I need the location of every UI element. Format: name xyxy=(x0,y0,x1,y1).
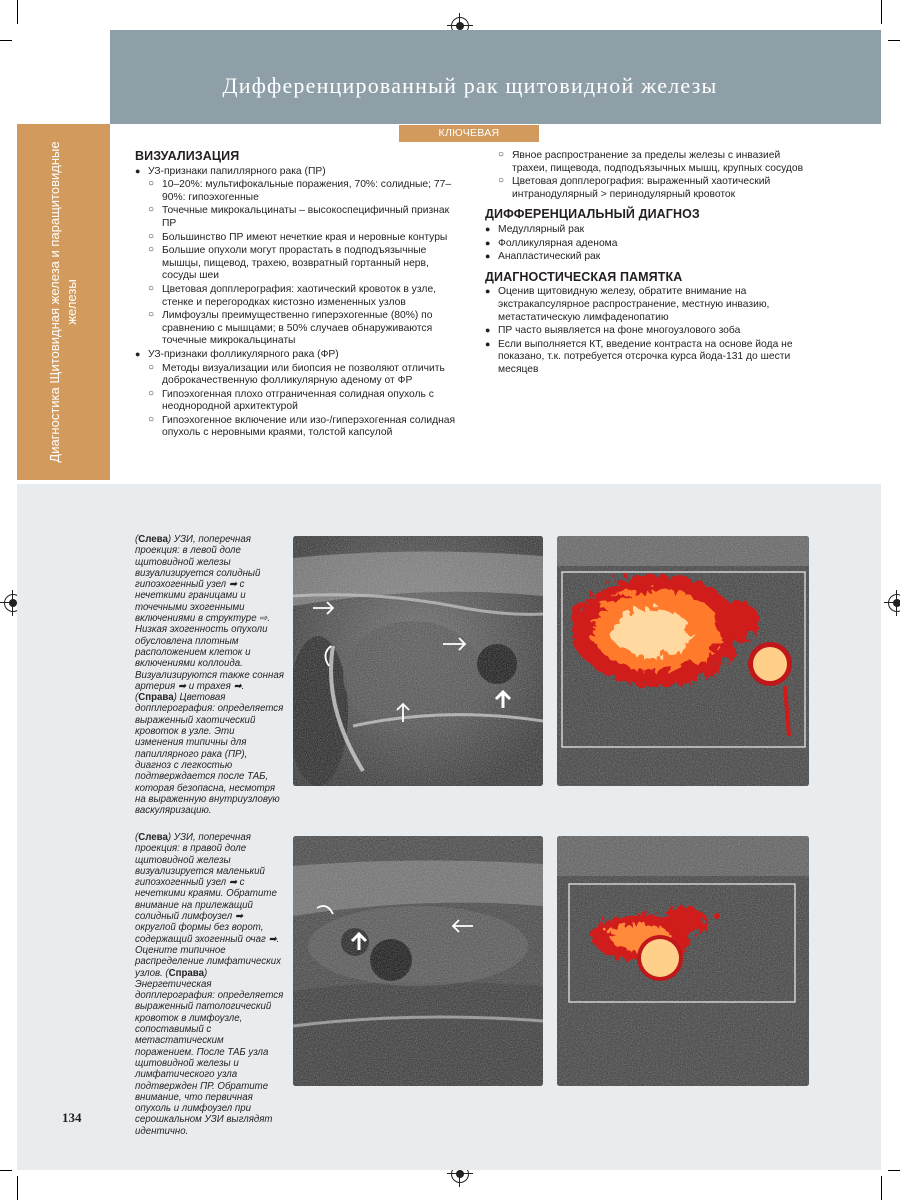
caption-label-right: Справа xyxy=(138,692,174,704)
arrow-icon: ➡ xyxy=(228,877,237,889)
crop-mark xyxy=(17,0,18,24)
bullet-item: ● Если выполняется КТ, введение контраста на основе йода не показано, т.к. потребуется отсрочка курса йода-131 до шести месяцев xyxy=(485,339,815,377)
bullet-item: ● Анапластический рак xyxy=(485,251,815,264)
arrow-icon: ➡ xyxy=(177,680,186,692)
ultrasound-image-2-color-doppler xyxy=(557,536,809,786)
sub-bullet: ○ Методы визуализации или биопсия не позволяют отличить доброкачественную фолликулярную аденому от ФР xyxy=(135,363,465,388)
arrow-icon: ⇨ xyxy=(259,613,268,625)
section-heading-visualization: ВИЗУАЛИЗАЦИЯ xyxy=(135,149,240,163)
sub-bullet: ○ 10–20%: мультифокальные поражения, 70%: солидные; 77–90%: гипоэхогенные xyxy=(135,179,465,204)
sub-bullet: ○ Явное распространение за пределы железы с инвазией трахеи, пищевода, подподъязычных мышц, крупных сосудов xyxy=(485,150,815,175)
caption-label-left: Слева xyxy=(138,534,168,545)
bullet-item: ● ПР часто выявляется на фоне многоузлового зоба xyxy=(485,325,815,338)
crop-mark xyxy=(881,1176,882,1200)
figure-caption-2: (Слева) УЗИ, поперечная проекция: в правой доле щитовидной железы визуализируется маленький гипоэхогенный узел ➡ с нечеткими краями. Обратите внимание на прилежащий солидный лимфоузел ➡ округлой формы без ворот, содержащий эхогенный очаг ➡. Оцените типичное распределение лимфатических узлов. (Справа) Энергетическая допплерография: определяется выраженный патологический кровоток в лимфоузле, сопоставимый с метастатическим поражением. После ТАБ узла щитовидной железы и лимфатического узла подтвержден ПР. Обратите внимание, что первичная опухоль и лимфоузел при серошкальном УЗИ выглядят идентично. xyxy=(135,832,284,1137)
ultrasound-image-3-grayscale xyxy=(293,836,543,1086)
arrow-icon: ➡ xyxy=(228,579,237,591)
sub-bullet: ○ Точечные микрокальцинаты – высокоспецифичный признак ПР xyxy=(135,205,465,230)
section-heading-differential: ДИФФЕРЕНЦИАЛЬНЫЙ ДИАГНОЗ xyxy=(485,207,700,222)
arrow-icon: ➡ xyxy=(268,933,277,945)
ultrasound-image-4-power-doppler xyxy=(557,836,809,1086)
crop-mark xyxy=(888,40,900,41)
sub-bullet: ○ Лимфоузлы преимущественно гиперэхогенные (80%) по сравнению с мышцами; в 50% случаев обнаруживаются точечные микрокальцинаты xyxy=(135,310,465,348)
bullet-item: ● Медуллярный рак xyxy=(485,224,815,237)
sub-bullet: ○ Большинство ПР имеют нечеткие края и неровные контуры xyxy=(135,232,465,245)
bullet-papillary: ● УЗ-признаки папиллярного рака (ПР) xyxy=(135,166,465,179)
sub-bullet: ○ Гипоэхогенная плохо отграниченная солидная опухоль с неоднородной архитектурой xyxy=(135,389,465,414)
caption-label-right: Справа xyxy=(168,967,205,979)
page-title: Дифференцированный рак щитовидной железы xyxy=(222,73,718,98)
arrow-icon: ➡ xyxy=(233,680,242,692)
crop-mark xyxy=(888,1170,900,1171)
crop-mark xyxy=(0,1170,12,1171)
crop-mark xyxy=(0,40,12,41)
crop-mark xyxy=(881,0,882,24)
bullet-item: ● Оценив щитовидную железу, обратите внимание на экстракапсулярное распространение, местную инвазию, метастатическую лимфаденопатию xyxy=(485,286,815,324)
bullet-follicular: ● УЗ-признаки фолликулярного рака (ФР) xyxy=(135,349,465,362)
registration-mark-icon xyxy=(888,594,900,612)
ultrasound-image-1-grayscale xyxy=(293,536,543,786)
page-number: 134 xyxy=(62,1110,82,1125)
figure-caption-1: (Слева) УЗИ, поперечная проекция: в левой доле щитовидной железы визуализируется солидный гипоэхогенный узел ➡ с нечеткими границами и точечными эхогенными включениями в структуре ⇨. Низкая эхогенность опухоли обусловлена плотным расположением клеток и включениями коллоида. Визуализируются также сонная артерия ➡ и трахея ➡. (Справа) Цветовая допплерография: определяется выраженный хаотический кровоток в узле. Эти изменения типичны для папиллярного рака (ПР), диагноз с легкостью подтверждается после ТАБ, которая безопасна, несмотря на выраженную внутриузловую васкуляризацию. xyxy=(135,534,284,817)
section-heading-memo: ДИАГНОСТИЧЕСКАЯ ПАМЯТКА xyxy=(485,269,683,284)
bullet-item: ● Фолликулярная аденома xyxy=(485,238,815,251)
key-info-badge: КЛЮЧЕВАЯ ИНФОРМАЦИЯ xyxy=(399,125,539,142)
sub-bullet: ○ Гипоэхогенное включение или изо-/гиперэхогенная солидная опухоль с неровными краями, толстой капсулой xyxy=(135,415,465,440)
sub-bullet: ○ Цветовая допплерография: хаотический кровоток в узле, стенке и перегородках кистозно измененных узлов xyxy=(135,284,465,309)
sub-bullet: ○ Большие опухоли могут прорастать в подподъязычные мышцы, пищевод, трахею, возвратный гортанный нерв, сосуды шеи xyxy=(135,245,465,283)
arrow-icon: ➡ xyxy=(234,911,243,923)
sub-bullet: ○ Цветовая допплерография: выраженный хаотический интранодулярный > перинодулярный кровоток xyxy=(485,176,815,201)
side-tab-label: Диагностика Щитовидная железа и паращитовидные железы xyxy=(47,141,79,463)
caption-label-left: Слева xyxy=(138,832,168,843)
right-column xyxy=(485,150,815,378)
left-column xyxy=(135,150,465,441)
crop-mark xyxy=(17,1176,18,1200)
